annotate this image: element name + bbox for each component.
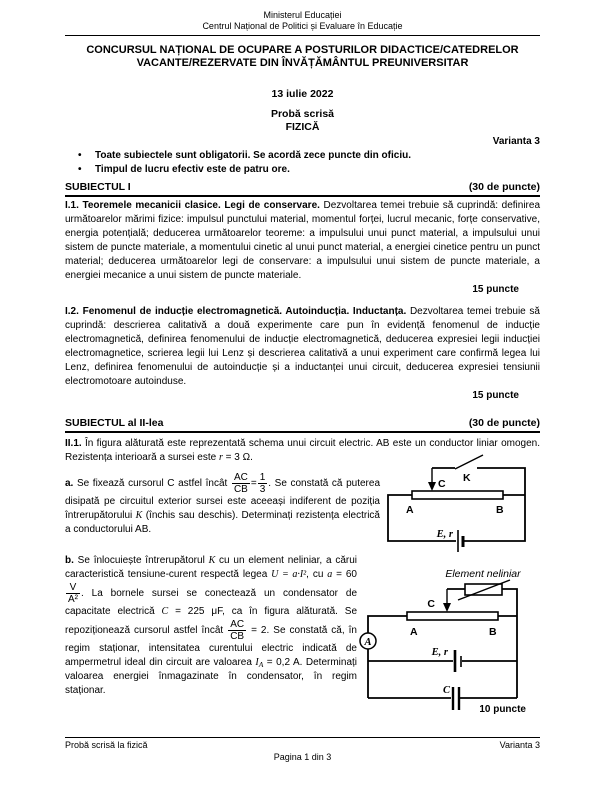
item-ii1-number: II.1. xyxy=(65,438,82,449)
cursor-arrow-icon xyxy=(443,603,451,612)
wire xyxy=(502,589,517,698)
item-i1-text xyxy=(65,199,540,283)
part-b-run-3: , cu xyxy=(306,569,328,580)
exam-type: Probă scrisă xyxy=(270,108,335,120)
exam-type-subject xyxy=(65,108,540,134)
circuit-1-figure xyxy=(383,451,548,558)
terminal-a-label: A xyxy=(410,626,418,638)
section-1-points: (30 de puncte) xyxy=(468,181,540,193)
exam-title xyxy=(65,44,540,70)
coefficient-value: = 60 xyxy=(332,569,357,580)
section-1-heading xyxy=(65,180,540,197)
fraction-numerator: 1 xyxy=(259,472,266,483)
item-i1-points: 15 puncte xyxy=(472,284,519,295)
item-i2-points: 15 puncte xyxy=(472,390,519,401)
part-a-run-2: . Se constată că puterea disipată pe circuitul exterior sursei este aceeași indiferent de poziția întrerupătorului xyxy=(65,478,380,521)
ammeter-a-label: A xyxy=(364,637,372,648)
part-b-text xyxy=(65,554,357,698)
item-ii1-intro-text: În figura alăturată este reprezentată schema unui circuit electric. AB este un conductor liniar omogen. Rezistența interioară a sursei este xyxy=(65,438,540,463)
nonlinear-element-label: Element neliniar xyxy=(445,568,521,580)
cursor-c-label: C xyxy=(438,478,446,490)
part-a-number: a. xyxy=(65,478,74,490)
footer-row xyxy=(65,738,540,751)
wire xyxy=(464,468,525,541)
fraction-numerator: V xyxy=(66,582,80,594)
fraction-numerator: AC xyxy=(230,619,245,630)
section-2-points: (30 de puncte) xyxy=(468,417,540,429)
section-2-title: SUBIECTUL al II-lea xyxy=(65,417,164,429)
battery-er-label: E, r xyxy=(436,529,453,540)
part-a-run-1: Se fixează cursorul C astfel încât xyxy=(73,478,231,490)
current-value: = 0,2 A. xyxy=(263,657,303,668)
item-i1-body: Dezvoltarea temei trebuie să cuprindă: definirea următoarelor mărimi fizice: impulsul punctului material, momentul forței, lucrul mecanic, forțe conservative, energia potențială; deducerea următoarelor teoreme: a impulsului unui punct material, a impulsului unui sistem de puncte materiale, a momentului cinetic al unui punct material, a energiei cinetice pentru un punct material; deducerea următoarelor legi de conservare: a impulsului unui sistem de puncte materiale, a energiei mecanice a unui sistem de puncte materiale. xyxy=(65,200,541,281)
part-a-text xyxy=(65,472,380,537)
exam-subject: FIZICĂ xyxy=(285,121,320,133)
instructions-list xyxy=(65,149,540,177)
terminal-a-label: A xyxy=(406,504,414,516)
fraction-denominator: 3 xyxy=(259,484,266,495)
item-i2-text xyxy=(65,305,540,389)
part-b-number: b. xyxy=(65,555,74,566)
footer-right: Varianta 3 xyxy=(499,740,540,750)
cursor-c-label: C xyxy=(427,598,435,610)
page-footer xyxy=(65,737,540,763)
part-b-run-2: cu un element neliniar, a cărui caracteristică tensiune-curent respectă legea xyxy=(65,555,357,580)
capacitor-c-label: C xyxy=(442,685,450,696)
exam-title-line-1: CONCURSUL NAȚIONAL DE OCUPARE A POSTURILOR DIDACTICE/CATEDRELOR xyxy=(86,44,519,56)
capacitance-value: = 225 μF xyxy=(168,606,223,617)
bullet-icon: • xyxy=(78,150,82,161)
terminal-b-label: B xyxy=(496,504,504,516)
wire xyxy=(368,616,407,633)
resistance-value: = 3 Ω. xyxy=(222,452,253,463)
page-number: Pagina 1 din 3 xyxy=(273,752,332,762)
ministry-header xyxy=(65,10,540,36)
current-variable: I xyxy=(255,657,259,668)
fraction-ac-cb xyxy=(232,472,250,495)
circuit-2-figure xyxy=(358,563,548,728)
switch-variable: K xyxy=(208,555,216,566)
fraction-ac-cb xyxy=(228,619,246,642)
fraction-one-third xyxy=(258,472,268,495)
switch-variable: K xyxy=(135,510,143,521)
instruction-text: Toate subiectele sunt obligatorii. Se acordă zece puncte din oficiu. xyxy=(95,150,411,161)
variant-label: Varianta 3 xyxy=(492,136,540,147)
section-2-body xyxy=(65,437,540,717)
battery-er-label: E, r xyxy=(431,647,448,658)
fraction-denominator: CB xyxy=(230,631,245,642)
fraction-v-per-a2 xyxy=(66,582,80,605)
part-a-run-3: (închis sau deschis). Determinați rezistența electrică a conductorului AB. xyxy=(65,510,380,535)
exam-title-line-2: VACANTE/REZERVATE DIN ÎNVĂȚĂMÂNTUL PREUNIVERSITAR xyxy=(136,57,469,69)
current-subscript: A xyxy=(258,660,264,669)
part-b-run-7: Determinați valoarea energiei înmagazinate în condensator, în regim staționar. xyxy=(65,657,358,696)
instruction-text: Timpul de lucru efectiv este de patru ore. xyxy=(95,164,290,175)
item-i1-lead: I.1. Teoremele mecanicii clasice. Legi de conservare. xyxy=(65,200,320,211)
fraction-denominator: A² xyxy=(68,594,78,605)
rheostat-body xyxy=(412,491,503,499)
bullet-icon: • xyxy=(78,164,82,175)
rheostat-body xyxy=(407,612,498,620)
resistance-variable: r xyxy=(218,452,223,463)
ministry-line-1: Ministerul Educației xyxy=(263,10,342,20)
fraction-numerator: AC xyxy=(233,472,248,483)
part-b-run-5: , ca în figura alăturată. Se repoziționează cursorul astfel încât xyxy=(65,606,358,637)
terminal-b-label: B xyxy=(489,626,497,638)
part-b-points: 10 puncte xyxy=(479,704,526,715)
instruction-item xyxy=(65,163,540,177)
switch-blade-icon xyxy=(455,455,483,469)
voltage-current-law: U = a·I² xyxy=(271,569,307,580)
item-i2-body: Dezvoltarea temei trebuie să cuprindă: descrierea calitativă a două experimente care pun în evidență fenomenul de inducție electromagnetică, definirea fenomenului de inducție electromagnetică, deducerea expresiei legii inducției electromagnetice, scrierea legii lui Lenz și descrierea calitativă a unui experiment care confirmă legea lui Lenz, definirea fenomenului de autoinducție și a inductanței unui circuit, deducerea expresiei tensiunii electromotoare autoinduse. xyxy=(65,306,540,387)
cursor-arrow-icon xyxy=(428,482,436,491)
instruction-item xyxy=(65,149,540,163)
exam-date: 13 iulie 2022 xyxy=(271,88,334,100)
coefficient-variable: a xyxy=(327,569,333,580)
switch-k-label: K xyxy=(463,472,471,484)
fraction-equals-value: = 2 xyxy=(247,625,267,637)
section-1-title: SUBIECTUL I xyxy=(65,181,131,193)
part-b-run-6: . Se constată că, în regim staționar, intensitatea curentului electric indicată de ampermetrul ideal din circuit are valoarea xyxy=(65,625,357,668)
ministry-line-2: Centrul Național de Politici și Evaluare în Educație xyxy=(202,21,403,31)
fraction-denominator: CB xyxy=(233,484,248,495)
capacitance-variable: C xyxy=(161,606,169,617)
footer-left: Probă scrisă la fizică xyxy=(65,740,148,750)
equals-sign: = xyxy=(250,478,257,490)
part-b-run-1: Se înlocuiește întrerupătorul xyxy=(73,555,209,566)
item-i2-lead: I.2. Fenomenul de inducție electromagnetică. Autoinducția. Inductanța. xyxy=(65,306,407,317)
part-b-run-4: . La bornele sursei se conectează un condensator de capacitate electrică xyxy=(65,588,357,617)
section-2-heading xyxy=(65,416,540,433)
